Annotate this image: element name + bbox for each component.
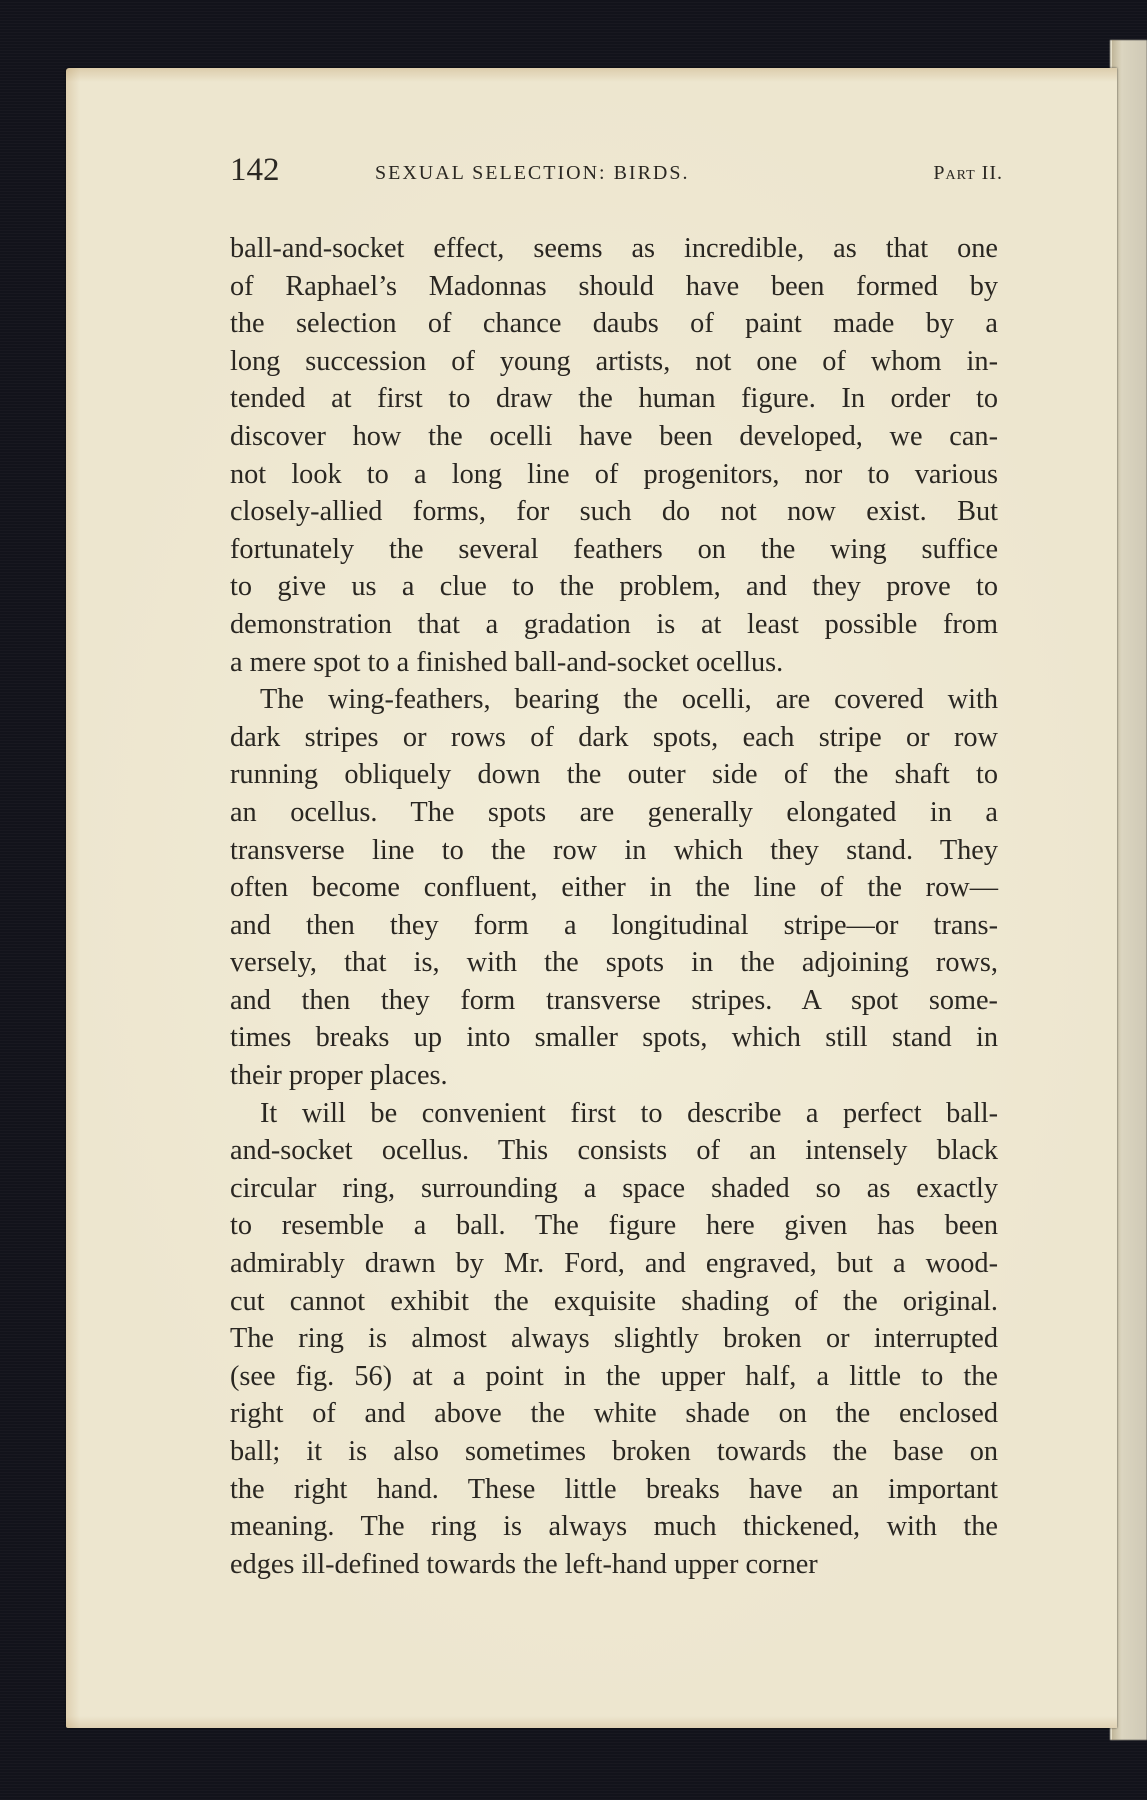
text-line: dark stripes or rows of dark spots, each stripe or row <box>230 721 998 753</box>
text-line: times breaks up into smaller spots, which still stand in <box>230 1022 998 1054</box>
text-line: edges ill-defined towards the left-hand upper corner <box>230 1548 818 1580</box>
text-line: their proper places. <box>230 1060 448 1092</box>
text-line: discover how the ocelli have been developed, we can- <box>230 420 998 452</box>
text-line: admirably drawn by Mr. Ford, and engraved, but a wood- <box>230 1248 998 1280</box>
text-line: It will be convenient first to describe a perfect ball- <box>260 1097 998 1129</box>
text-line: cut cannot exhibit the exquisite shading of the original. <box>230 1285 998 1317</box>
text-line: versely, that is, with the spots in the adjoining rows, <box>230 947 998 979</box>
text-line: and then they form a longitudinal stripe—or trans- <box>230 909 998 941</box>
text-line: ball; it is also sometimes broken towards the base on <box>230 1436 998 1467</box>
text-line: closely-allied forms, for such do not now exist. But <box>230 496 998 528</box>
text-line: often become confluent, either in the line of the row— <box>230 872 998 904</box>
running-header <box>230 150 1003 190</box>
text-line: The ring is almost always slightly broken or interrupted <box>230 1323 998 1355</box>
text-line: of Raphael’s Madonnas should have been formed by <box>230 270 998 302</box>
text-line: circular ring, surrounding a space shaded so as exactly <box>230 1172 998 1204</box>
text-line: meaning. The ring is always much thickened, with the <box>230 1511 998 1543</box>
paragraph <box>230 681 998 1095</box>
text-line: to give us a clue to the problem, and they prove to <box>230 571 998 603</box>
text-line: demonstration that a gradation is at least possible from <box>230 608 998 640</box>
text-line: tended at first to draw the human figure. In order to <box>230 383 998 415</box>
text-line: an ocellus. The spots are generally elongated in a <box>230 796 998 828</box>
text-line: not look to a long line of progenitors, nor to various <box>230 458 998 490</box>
text-line: fortunately the several feathers on the wing suffice <box>230 533 998 565</box>
paragraph <box>230 1095 998 1584</box>
body-text <box>230 230 998 1583</box>
text-line: The wing-feathers, bearing the ocelli, are covered with <box>260 684 998 716</box>
running-title: SEXUAL SELECTION: BIRDS. <box>375 162 690 184</box>
text-line: long succession of young artists, not one of whom in- <box>230 345 998 377</box>
text-line: and-socket ocellus. This consists of an intensely black <box>230 1135 998 1167</box>
text-line: running obliquely down the outer side of the shaft to <box>230 759 998 791</box>
text-line: right of and above the white shade on the enclosed <box>230 1398 998 1430</box>
text-line: and then they form transverse stripes. A spot some- <box>230 984 998 1016</box>
text-line: ball-and-socket effect, seems as incredible, as that one <box>230 233 998 264</box>
text-line: the selection of chance daubs of paint made by a <box>230 308 998 340</box>
paragraph <box>230 230 998 681</box>
text-line: transverse line to the row in which they stand. They <box>230 834 998 866</box>
text-line: to resemble a ball. The figure here given has been <box>230 1210 998 1242</box>
page-number: 142 <box>230 152 280 188</box>
text-line: the right hand. These little breaks have an important <box>230 1473 998 1505</box>
text-line: a mere spot to a finished ball-and-socket ocellus. <box>230 646 784 678</box>
text-line: (see fig. 56) at a point in the upper half, a little to the <box>230 1360 998 1392</box>
part-label: Part II. <box>933 162 1003 184</box>
